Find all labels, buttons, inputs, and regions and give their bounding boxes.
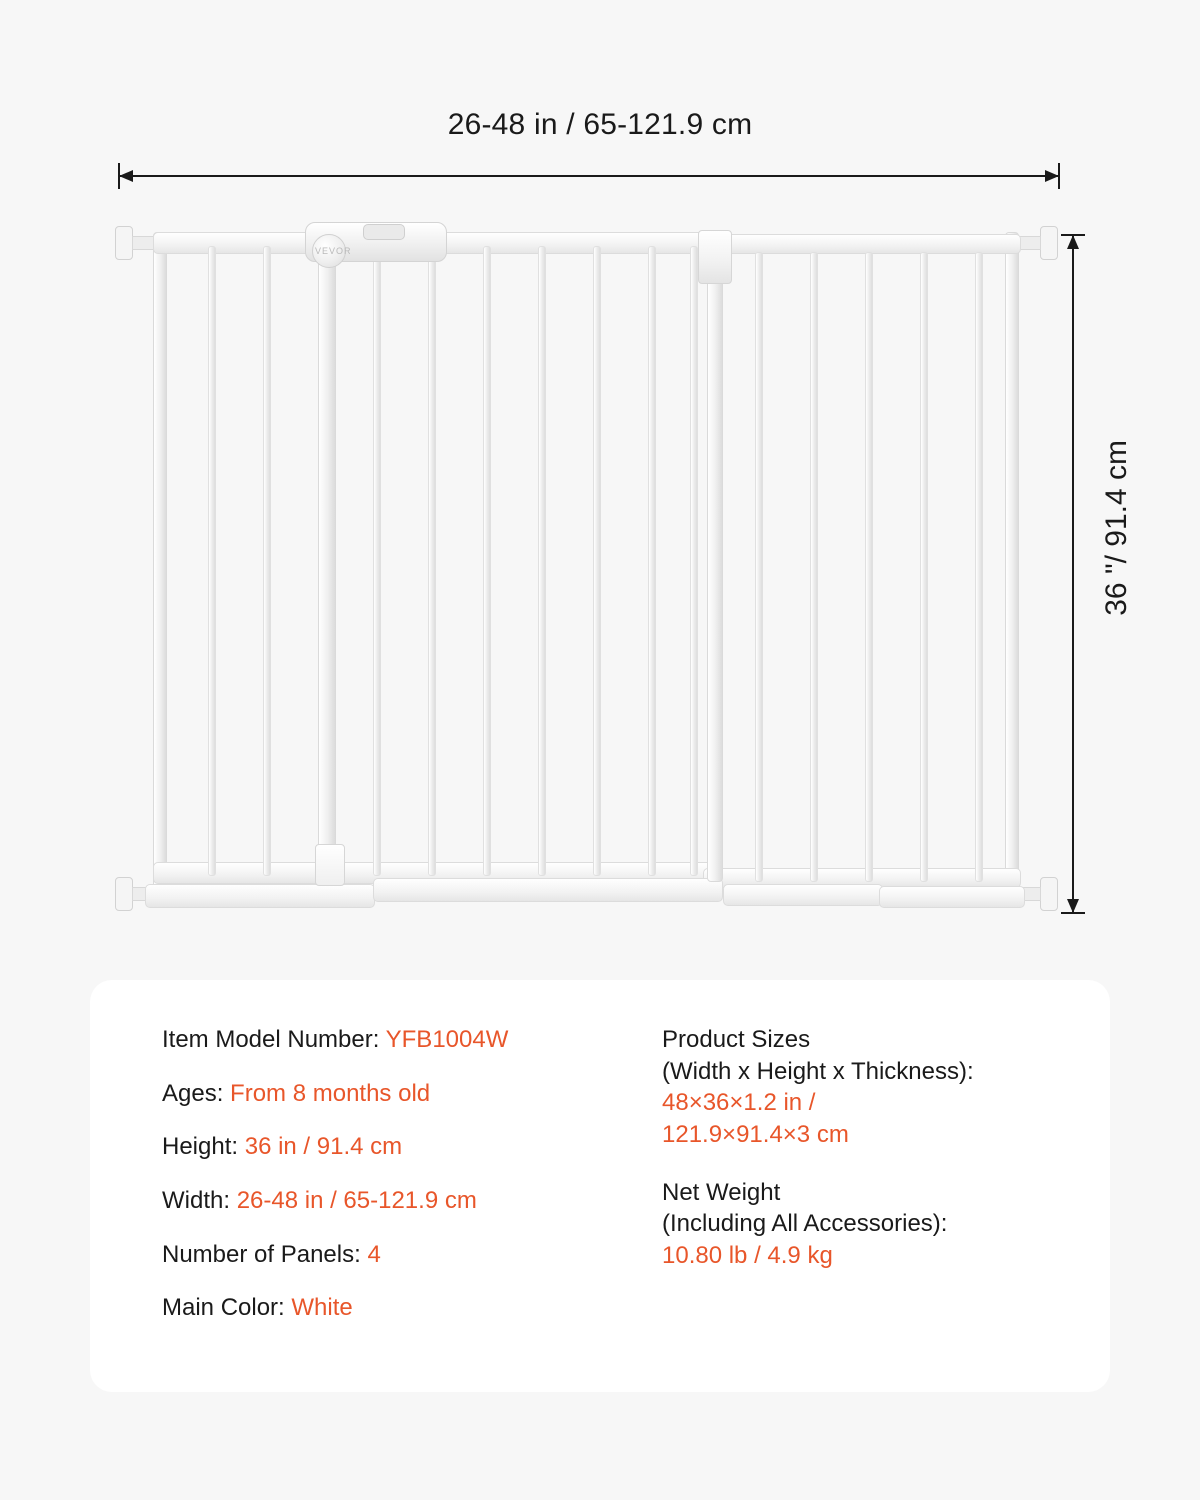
width-dimension-line — [118, 175, 1060, 177]
height-dimension-line — [1072, 234, 1074, 914]
arrow-down-icon — [1067, 899, 1079, 913]
frame-post-left — [153, 232, 167, 904]
spec-label-line2: (Width x Height x Thickness): — [662, 1057, 974, 1085]
spec-value-line1: 10.80 lb / 4.9 kg — [662, 1242, 833, 1270]
specs-column-left — [162, 1024, 662, 1392]
spec-label: Main Color: — [162, 1294, 285, 1322]
arrow-up-icon — [1067, 235, 1079, 249]
gate-bar — [208, 246, 216, 876]
door-center-stile — [318, 246, 336, 878]
spec-value: From 8 months old — [230, 1079, 431, 1107]
product-illustration-baby-gate — [115, 222, 1060, 922]
spec-item-product-sizes — [662, 1024, 1092, 1151]
frame-post-right — [1005, 232, 1019, 904]
spec-item-net-weight — [662, 1177, 1092, 1272]
gate-bar — [263, 246, 271, 876]
width-dimension-label: 26-48 in / 65-121.9 cm — [447, 108, 753, 141]
spec-value: White — [291, 1294, 353, 1322]
spec-label: Height: — [162, 1133, 239, 1161]
hinge-bracket-bottom — [315, 844, 345, 886]
wall-mount-top-right — [1040, 226, 1058, 260]
gate-bar — [483, 246, 491, 876]
spec-label: Ages: — [162, 1079, 224, 1107]
spec-value: 4 — [367, 1240, 381, 1268]
spec-label: Width: — [162, 1187, 231, 1215]
extension-top-rail — [703, 234, 1021, 254]
spec-value-line1: 48×36×1.2 in / — [662, 1089, 816, 1117]
spec-item-ages — [162, 1078, 662, 1110]
gate-bar — [538, 246, 546, 876]
spec-label-line1: Net Weight — [662, 1178, 781, 1206]
height-dimension-label: 36 "/ 91.4 cm — [1100, 440, 1133, 616]
gate-bar — [920, 252, 928, 882]
wall-mount-top-left — [115, 226, 133, 260]
base-threshold-bar-3 — [723, 884, 883, 906]
spec-value: 36 in / 91.4 cm — [244, 1133, 403, 1161]
spec-item-width — [162, 1185, 662, 1217]
gate-bar — [648, 246, 656, 876]
spec-label: Number of Panels: — [162, 1240, 361, 1268]
gate-bar — [975, 252, 983, 882]
wall-mount-bottom-right — [1040, 877, 1058, 911]
gate-bar — [810, 252, 818, 882]
wall-mount-bottom-left — [115, 877, 133, 911]
brand-logo: VEVOR — [315, 246, 352, 256]
gate-bar — [373, 246, 381, 876]
spec-value: YFB1004W — [385, 1026, 509, 1053]
specifications-grid — [90, 980, 1110, 1392]
gate-bar — [690, 246, 698, 876]
spec-item-model-number — [162, 1024, 662, 1056]
hinge-bracket — [698, 230, 732, 284]
spec-item-number-of-panels — [162, 1239, 662, 1271]
spec-value: 26-48 in / 65-121.9 cm — [236, 1187, 477, 1215]
spec-item-height — [162, 1131, 662, 1163]
base-threshold-bar-2 — [373, 878, 723, 902]
gate-bar — [428, 246, 436, 876]
gate-bar — [865, 252, 873, 882]
base-threshold-bar-4 — [879, 886, 1025, 908]
spec-label-line2: (Including All Accessories): — [662, 1210, 948, 1238]
panel-junction-post — [707, 246, 723, 882]
latch-release-button[interactable] — [363, 224, 405, 240]
base-threshold-bar — [145, 884, 375, 908]
spec-item-main-color — [162, 1292, 662, 1324]
gate-bar — [755, 252, 763, 882]
spec-label: Item Model Number: — [162, 1026, 380, 1053]
spec-label-line1: Product Sizes — [662, 1026, 811, 1053]
specifications-card — [90, 980, 1110, 1392]
arrow-right-icon — [1045, 170, 1059, 182]
spec-value-line2: 121.9×91.4×3 cm — [662, 1121, 849, 1149]
gate-bar — [593, 246, 601, 876]
arrow-left-icon — [119, 170, 133, 182]
specs-column-right — [662, 1024, 1092, 1392]
